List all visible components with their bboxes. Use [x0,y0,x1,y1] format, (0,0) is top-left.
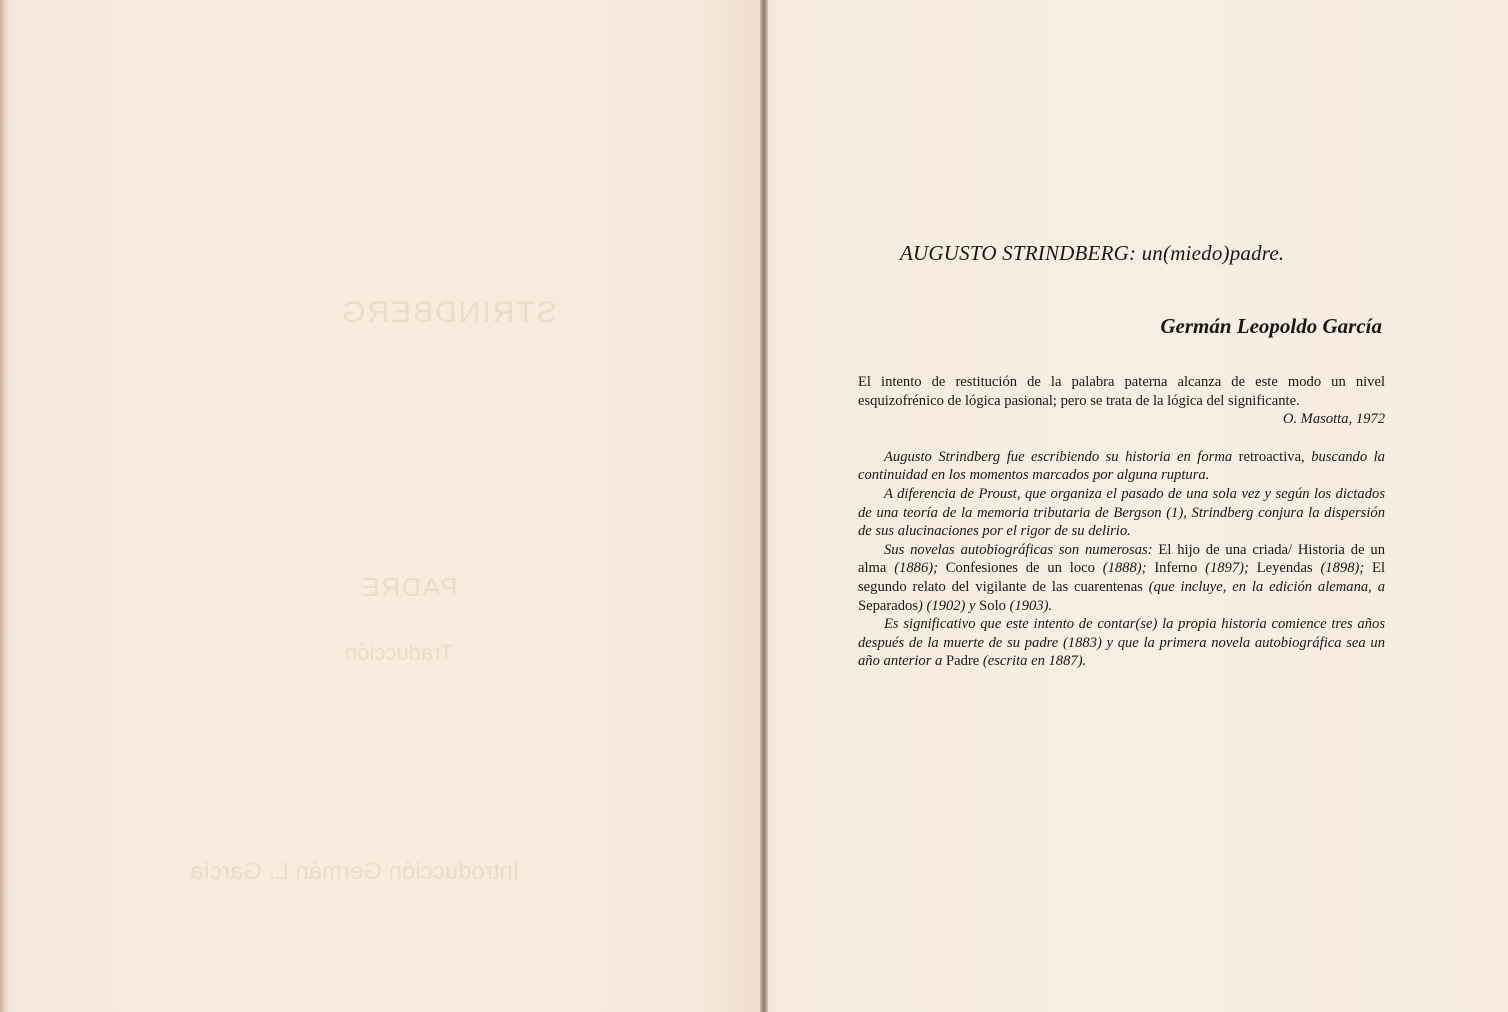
book-title: El segundo relato del vigilante de las cuarentenas [858,560,1386,595]
book-title: Separados [858,597,918,614]
article-author: Germán Leopoldo García [1160,314,1382,338]
article-body [858,373,1385,671]
epigraph-text: El intento de restitución de la palabra paterna alcanza de este modo un nivel esquizofrénico de lógica pasional; pero se trata de la lógica del significante. [858,374,1385,409]
paragraph-text: (1886); [894,560,938,577]
paragraph-text: (1888); [1102,560,1147,577]
book-title: Leyendas [1248,560,1321,577]
paragraph [858,448,1385,485]
paragraph [858,541,1385,615]
paragraph-text: (1898); [1320,560,1365,577]
paragraph-text: Augusto Strindberg fue escribiendo su historia en forma [884,448,1233,465]
paragraph [858,615,1385,671]
epigraph-attribution: O. Masotta, 1972 [1282,411,1385,428]
paragraph-text: Sus novelas autobiográficas son numerosas: [884,541,1153,558]
paragraph-text: ) (1902) y [917,597,976,614]
show-through-line: PADRE [360,572,458,602]
book-title: El hijo de una criada/ Historia de un alma [858,541,1385,577]
book-title: Padre [942,653,983,670]
book-gutter [760,0,768,1012]
paragraph [858,485,1385,541]
paragraph-text: (1897); [1205,560,1249,577]
paragraph-text: buscando la continuidad en los momentos marcados por alguna ruptura. [858,448,1385,484]
paragraph-text: Es significativo que este intento de contar(se) la propia historia comience tres años después de la muerte de su padre (1883) y que la primera novela autobiográfica sea un año anterior a [858,616,1385,670]
book-title: Inferno [1146,560,1206,577]
book-title: Solo [975,597,1010,614]
show-through-line: Introducción Germán L. García [190,858,520,885]
paragraph-text: (que incluye, en la edición alemana, a [1148,578,1386,595]
paragraph-text: A diferencia de Proust, que organiza el pasado de una sola vez y según los dictados de una teoría de la memoria tributaria de Bergson (1), Strindberg conjura la dispersión de sus alucinaciones por el rigor de su delirio. [858,485,1385,540]
show-through-line: Traducción [345,640,454,665]
paragraph-text: retroactiva, [1232,448,1312,465]
show-through-line: STRINDBERG [340,296,557,329]
article-title: AUGUSTO STRINDBERG: un(miedo)padre. [900,241,1285,265]
paragraph-text: (1903). [1009,597,1053,614]
paragraph-text: (escrita en 1887). [982,653,1087,670]
book-title: Confesiones de un loco [937,560,1103,577]
